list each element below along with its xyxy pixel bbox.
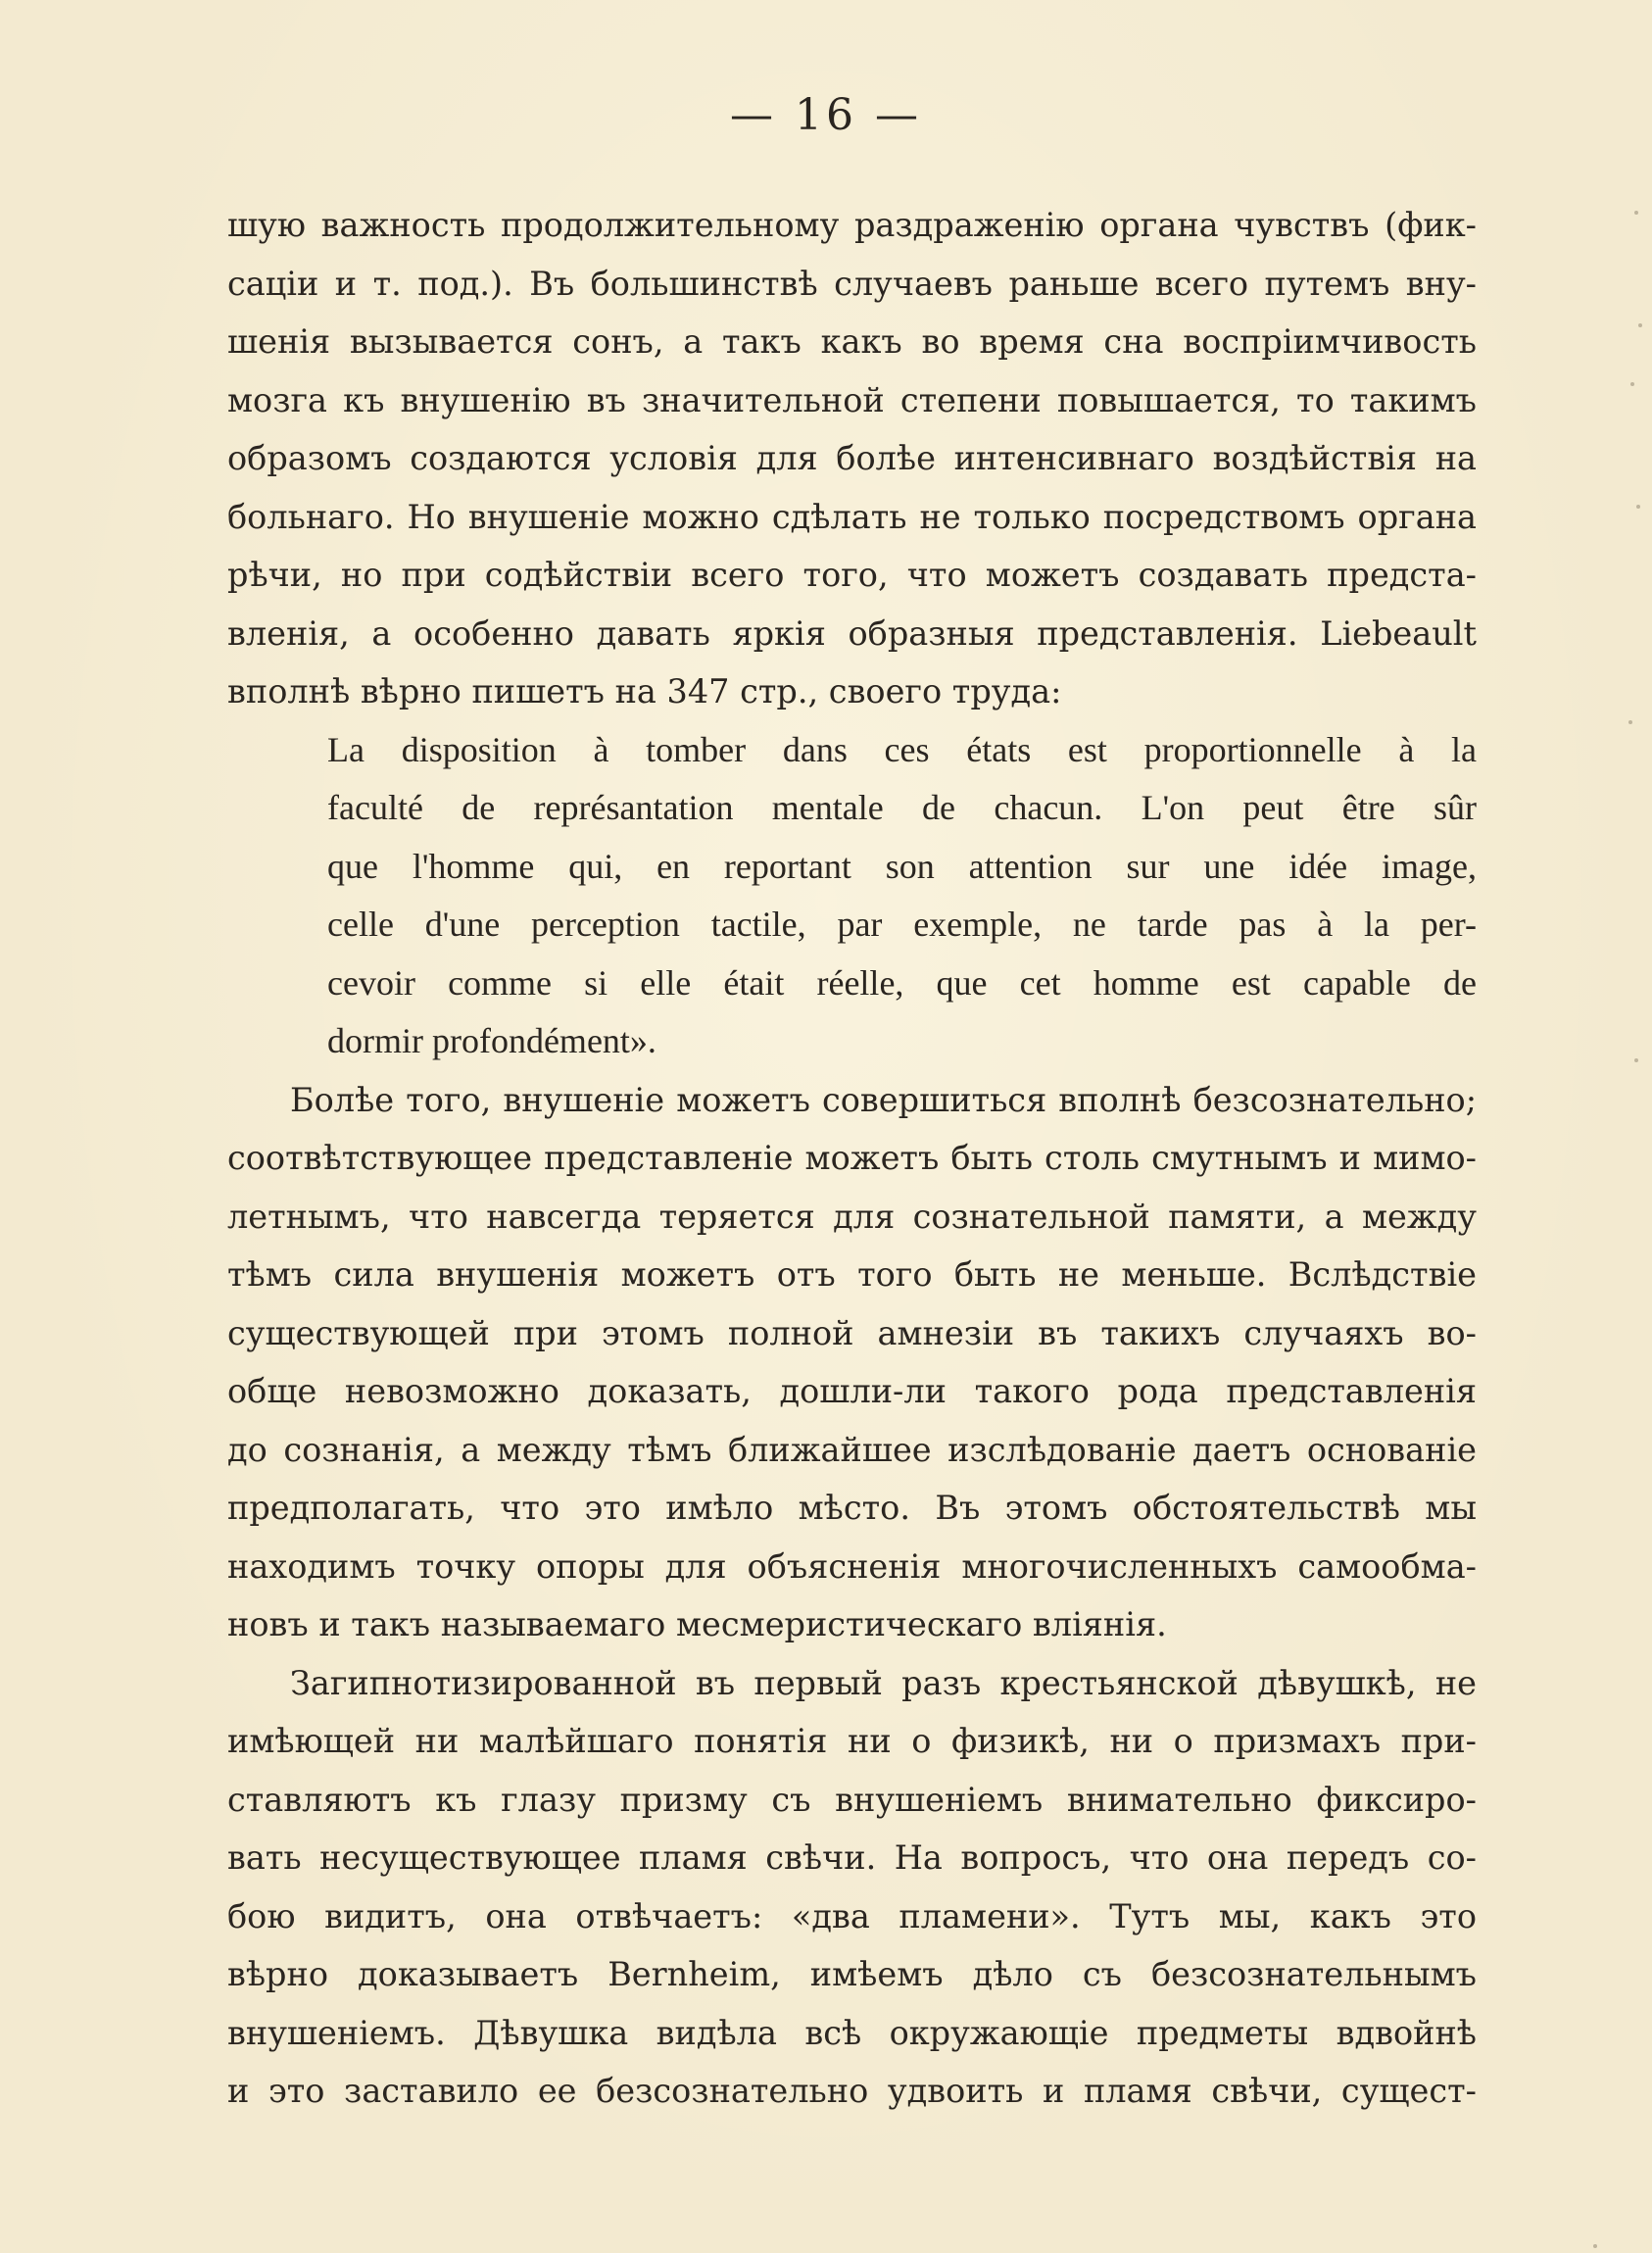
page-number: — 16 — — [730, 90, 922, 140]
text-line: новъ и такъ называемаго месмеристическаго вліянія. — [227, 1605, 1167, 1643]
scan-speck — [1634, 1058, 1638, 1062]
quote-line: dormir profondément». — [327, 1021, 656, 1060]
text-line: саціи и т. под.). Въ большинствѣ случаевъ раньше всего путемъ вну- — [227, 264, 1477, 303]
scan-speck — [1630, 382, 1634, 386]
paragraph-1 — [227, 196, 1477, 721]
scan-speck — [1593, 2244, 1597, 2248]
text-line: образомъ создаются условія для болѣе интенсивнаго воздѣйствія на — [227, 439, 1477, 477]
page-body — [227, 196, 1477, 2121]
text-line: шую важность продолжительному раздраженію органа чувствъ (фик- — [227, 206, 1477, 244]
quote-line: La disposition à tomber dans ces états est proportionnelle à la — [327, 729, 1477, 769]
paragraph-3 — [227, 1654, 1477, 2121]
quote-line: cevoir comme si elle était réelle, que cet homme est capable de — [327, 962, 1477, 1003]
text-line: соотвѣтствующее представленіе можетъ быть столь смутнымъ и мимо- — [227, 1139, 1477, 1177]
text-line: внушеніемъ. Дѣвушка видѣла всѣ окружающіе предметы вдвойнѣ — [227, 2013, 1477, 2052]
quote-line: celle d'une perception tactile, par exemple, ne tarde pas à la per- — [327, 905, 1477, 944]
scan-speck — [1634, 211, 1638, 215]
text-line: тѣмъ сила внушенія можетъ отъ того быть не меньше. Вслѣдствіе — [227, 1255, 1477, 1294]
text-line: вленія, а особенно давать яркія образныя представленія. Liebeault — [227, 613, 1477, 653]
text-line: Загипнотизированной въ первый разъ крестьянской дѣвушкѣ, не — [290, 1663, 1477, 1702]
text-line: вполнѣ вѣрно пишетъ на 347 стр., своего труда: — [227, 672, 1062, 710]
text-line: Болѣе того, внушеніе можетъ совершиться вполнѣ безсознательно; — [290, 1080, 1477, 1119]
scan-speck — [1628, 720, 1632, 724]
paragraph-2 — [227, 1071, 1477, 1654]
text-line: вѣрно доказываетъ Bernheim, имѣемъ дѣло съ безсознательнымъ — [227, 1955, 1477, 1993]
text-line: ставляютъ къ глазу призму съ внушеніемъ внимательно фиксиро- — [227, 1780, 1477, 1819]
text-line: рѣчи, но при содѣйствіи всего того, что можетъ создавать предста- — [227, 556, 1477, 594]
text-line: летнымъ, что навсегда теряется для сознательной памяти, а между — [227, 1197, 1477, 1236]
text-line: вать несуществующее пламя свѣчи. На вопросъ, что она передъ со- — [227, 1838, 1477, 1877]
text-line: мозга къ внушенію въ значительной степени повышается, то такимъ — [227, 380, 1477, 419]
text-line: обще невозможно доказать, дошли-ли такого рода представленія — [227, 1372, 1477, 1410]
quote-line: faculté de représantation mentale de chacun. L'on peut être sûr — [327, 788, 1477, 827]
text-line: предполагать, что это имѣло мѣсто. Въ этомъ обстоятельствѣ мы — [227, 1489, 1477, 1527]
scan-speck — [1638, 323, 1642, 327]
text-line: шенія вызывается сонъ, а такъ какъ во время сна воспріимчивость — [227, 322, 1477, 361]
block-quote-french — [227, 721, 1477, 1071]
quote-line: que l'homme qui, en reportant son attention sur une idée image, — [327, 846, 1477, 886]
scan-speck — [1636, 505, 1640, 509]
text-line: находимъ точку опоры для объясненія многочисленныхъ самообма- — [227, 1546, 1477, 1586]
text-line: существующей при этомъ полной амнезіи въ такихъ случаяхъ во- — [227, 1313, 1477, 1352]
text-line: до сознанія, а между тѣмъ ближайшее изслѣдованіе даетъ основаніе — [227, 1430, 1477, 1469]
text-line: и это заставило ее безсознательно удвоить и пламя свѣчи, сущест- — [227, 2072, 1477, 2110]
text-line: бою видитъ, она отвѣчаетъ: «два пламени». Тутъ мы, какъ это — [227, 1896, 1477, 1935]
text-line: имѣющей ни малѣйшаго понятія ни о физикѣ, ни о призмахъ при- — [227, 1722, 1477, 1760]
text-line: больнаго. Но внушеніе можно сдѣлать не только посредствомъ органа — [227, 497, 1477, 536]
